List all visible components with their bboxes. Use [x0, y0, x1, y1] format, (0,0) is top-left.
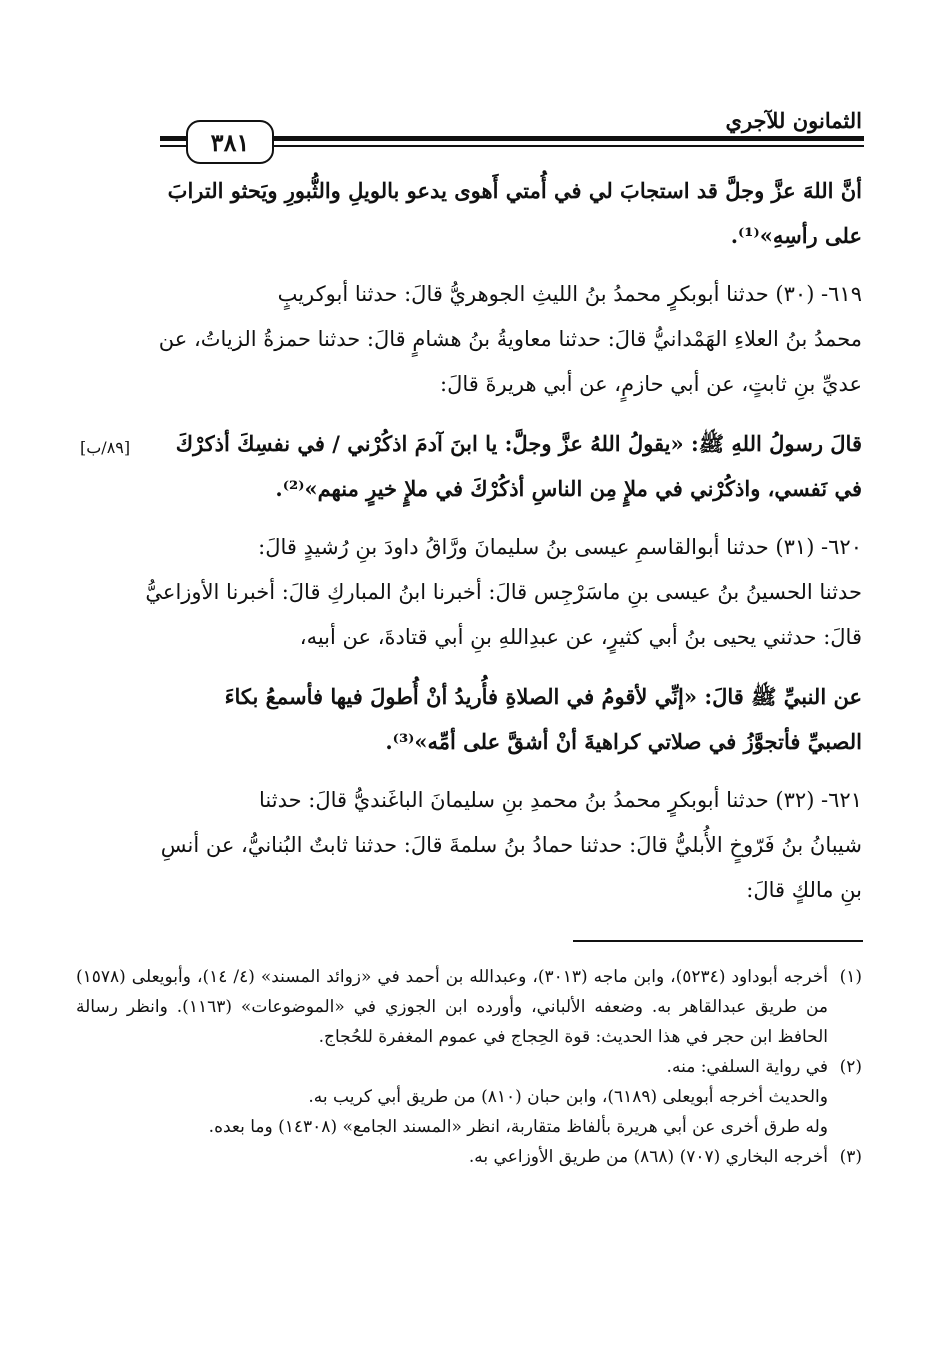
text-line: ٦١٩- (٣٠) حدثنا أبوبكرٍ محمدُ بنُ الليثِ الجوهريُّ قالَ: حدثنا أبوكريبٍ	[277, 282, 862, 306]
hadith-619	[82, 421, 862, 511]
text-line: ٦٢٠- (٣١) حدثنا أبوالقاسمِ عيسى بنُ سليمانَ ورَّاقُ داودَ بنِ رُشيدٍ قالَ:	[258, 535, 862, 559]
text-line: قالَ رسولُ اللهِ ﷺ: «يقولُ اللهُ عزَّ وجلَّ: يا ابنَ آدمَ اذكُرْني / في نفسِكَ أذكرْكَ	[175, 431, 862, 456]
hadith-620	[82, 674, 862, 764]
text-line: محمدُ بنُ العلاءِ الهَمْدانيُّ قالَ: حدثنا معاويةُ بنُ هشامٍ قالَ: حدثنا حمزةُ الزياتُ، عن	[158, 327, 862, 351]
main-text	[82, 168, 862, 927]
manuscript-folio-marker: [٨٩/ب]	[80, 438, 131, 457]
text-line: أنَّ اللهَ عزَّ وجلَّ قد استجابَ لي في أُمتي أَهوى يدعو بالويلِ والثُّبورِ ويَحثو الترابَ	[167, 178, 862, 203]
text-line: في نَفسي، واذكُرْني في ملإٍ مِن الناسِ أذكُرْكَ في ملإٍ خيرٍ منهم»⁽²⁾.	[275, 476, 862, 501]
footnote-1	[76, 962, 862, 1052]
footnote-separator	[573, 940, 863, 942]
footnote-3	[76, 1142, 862, 1172]
text-line: الصبيِّ فأتجوَّزُ في صلاتي كراهيةَ أنْ أشقَّ على أمِّه»⁽³⁾.	[385, 729, 862, 754]
footnote-2-continuation: وله طرق أخرى عن أبي هريرة بألفاظ متقاربة، انظر «المسند الجامع» (١٤٣٠٨) وما بعده.	[208, 1117, 828, 1137]
text-line: عن النبيِّ ﷺ قالَ: «إنِّي لأقومُ في الصلاةِ فأُريدُ أنْ أُطولَ فيها فأسمعُ بكاءَ	[224, 684, 862, 709]
footnote-number: (٢)	[839, 1057, 862, 1077]
footnote-text: أخرجه أبوداود (٥٢٣٤)، وابن ماجه (٣٠١٣)، وعبدالله بن أحمد في «زوائد المسند» (٤/ ١٤)، وأبويعلى (١٥٧٨) من طريق عبدالقاهر به. وضعفه الألباني، وأورده ابن الجوزي في «الموضوعات» (١١٦٣). وانظر رسالة الحافظ ابن حجر في هذا الحديث: قوة الحِجاج في عموم المغفرة للحُجاج.	[76, 967, 828, 1047]
footnote-number: (٣)	[839, 1147, 862, 1167]
footnote-text: أخرجه البخاري (٧٠٧) (٨٦٨) من طريق الأوزاعي به.	[468, 1147, 828, 1167]
isnad-621	[82, 778, 862, 913]
footnote-2	[76, 1052, 862, 1082]
text-line: قالَ: حدثني يحيى بنُ أبي كثيرٍ، عن عبدِاللهِ بنِ أبي قتادةَ، عن أبيه،	[299, 625, 862, 649]
text-line: شيبانُ بنُ فَرّوخٍ الأُبليُّ قالَ: حدثنا حمادُ بنُ سلمةَ قالَ: حدثنا ثابتٌ البُنانيُّ، عن أنسِ	[160, 833, 862, 857]
isnad-619	[82, 272, 862, 407]
hadith-text-continued	[82, 168, 862, 258]
text-line: بنِ مالكٍ قالَ:	[746, 878, 862, 902]
running-title: الثمانون للآجري	[725, 108, 862, 133]
text-line: على رأسِهِ»⁽¹⁾.	[730, 223, 862, 248]
footnote-number: (١)	[839, 967, 862, 987]
footnotes	[76, 962, 862, 1172]
isnad-620	[82, 525, 862, 660]
footnote-text: في رواية السلفي: منه.	[666, 1057, 828, 1077]
page-number: ٣٨١	[186, 120, 274, 164]
text-line: ٦٢١- (٣٢) حدثنا أبوبكرٍ محمدُ بنُ محمدِ بنِ سليمانَ الباغَنديُّ قالَ: حدثنا	[258, 788, 862, 812]
footnote-2-continuation: والحديث أخرجه أبويعلى (٦١٨٩)، وابن حبان (٨١٠) من طريق أبي كريب به.	[308, 1087, 828, 1107]
text-line: عديِّ بنِ ثابتٍ، عن أبي حازمٍ، عن أبي هريرةَ قالَ:	[440, 372, 862, 396]
text-line: حدثنا الحسينُ بنُ عيسى بنِ ماسَرْجِس قالَ: أخبرنا ابنُ المباركِ قالَ: أخبرنا الأوزاعيُّ	[145, 580, 862, 604]
